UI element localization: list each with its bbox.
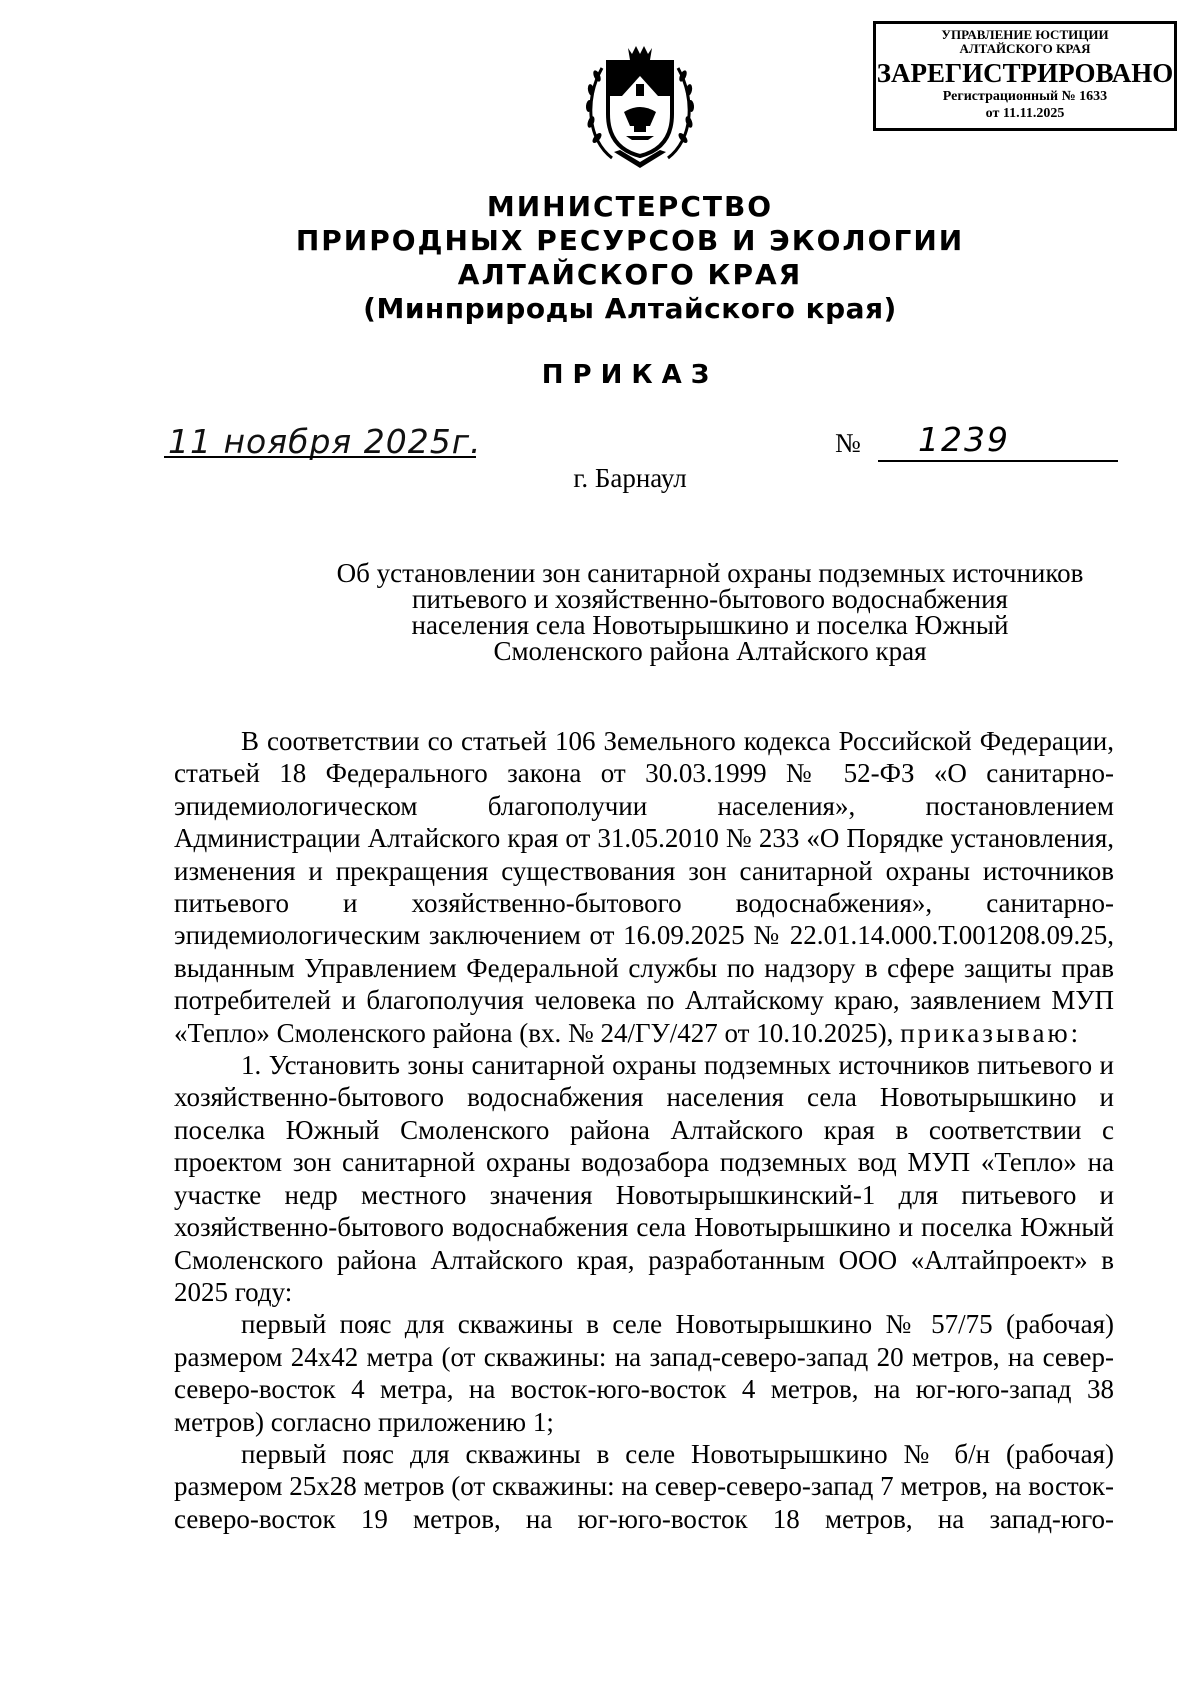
ministry-header [0,190,1200,326]
title-line2: питьевого и хозяйственно-бытового водоснабжения [412,584,1008,614]
title-line4: Смоленского района Алтайского края [493,636,927,666]
registration-stamp [873,21,1177,131]
ministry-line3: АЛТАЙСКОГО КРАЯ [457,258,803,291]
handwritten-number: 1239 [918,420,1010,459]
stamp-status: ЗАРЕГИСТРИРОВАНО [876,58,1174,88]
paragraph-item-1: 1. Установить зоны санитарной охраны подземных источников питьевого и хозяйственно-бытового водоснабжения населения села Новотырышкино и поселка Южный Смоленского района Алтайского края в соответствии с проектом зон санитарной охраны водозабора подземных вод МУП «Тепло» на участке недр местного значения Новотырышкинский-1 для питьевого и хозяйственно-бытового водоснабжения села Новотырышкино и поселка Южный Смоленского района Алтайского края, разработанным ООО «Алтайпроект» в 2025 году: [174,1050,1114,1307]
ministry-short-name: (Минприроды Алтайского края) [363,292,897,325]
preamble-verb: приказываю [900,1017,1071,1048]
stamp-org-line1: УПРАВЛЕНИЕ ЮСТИЦИИ [941,27,1109,42]
order-body [174,725,1114,1535]
order-title [260,560,1160,664]
paragraph-belt-1: первый пояс для скважины в селе Новотырышкино № 57/75 (рабочая) размером 24х42 метра (от скважины: на запад-северо-запад 20 метров, на север-северо-восток 4 метра, на восток-юго-восток 4 метров, на юг-юго-запад 38 метров) согласно приложению 1; [174,1309,1114,1437]
preamble-text: В соответствии со статьей 106 Земельного кодекса Российской Федерации, статьей 18 Федерального закона от 30.03.1999 № 52-ФЗ «О санитарно-эпидемиологическом благополучии населения», постановлением Администрации Алтайского края от 31.05.2010 № 233 «О Порядке установления, изменения и прекращения существования зон санитарной охраны источников питьевого и хозяйственно-бытового водоснабжения», санитарно-эпидемиологическим заключением от 16.09.2025 № 22.01.14.000.Т.001208.09.25, выданным Управлением Федеральной службы по надзору в сфере защиты прав потребителей и благополучия человека по Алтайскому краю, заявлением МУП «Тепло» Смоленского района (вх. № 24/ГУ/427 от 10.10.2025), [174,726,1114,1048]
number-label: № [835,428,861,458]
handwritten-date: 11 ноября 2025г. [168,422,482,461]
stamp-reg-number: Регистрационный № 1633 [942,89,1108,104]
stamp-org-line2: АЛТАЙСКОГО КРАЯ [959,41,1091,56]
title-line1: Об установлении зон санитарной охраны подземных источников [336,558,1084,588]
document-type: ПРИКАЗ [541,360,719,390]
city: г. Барнаул [573,463,687,493]
stamp-reg-date: от 11.11.2025 [985,106,1065,121]
preamble-end: : [1070,1017,1079,1048]
ministry-line1: МИНИСТЕРСТВО [486,190,774,223]
title-line3: населения села Новотырышкино и поселка Южный [411,610,1009,640]
altai-krai-coat-of-arms-icon [580,40,700,176]
paragraph-preamble [174,725,1114,1049]
ministry-line2: ПРИРОДНЫХ РЕСУРСОВ И ЭКОЛОГИИ [295,224,965,257]
paragraph-belt-2: первый пояс для скважины в селе Новотырышкино № б/н (рабочая) размером 25х28 метров (от скважины: на север-северо-запад 7 метров, на восток-северо-восток 19 метров, на юг-юго-восток 18 метров, на запад-юго- [174,1438,1114,1534]
number-underline [878,460,1118,462]
